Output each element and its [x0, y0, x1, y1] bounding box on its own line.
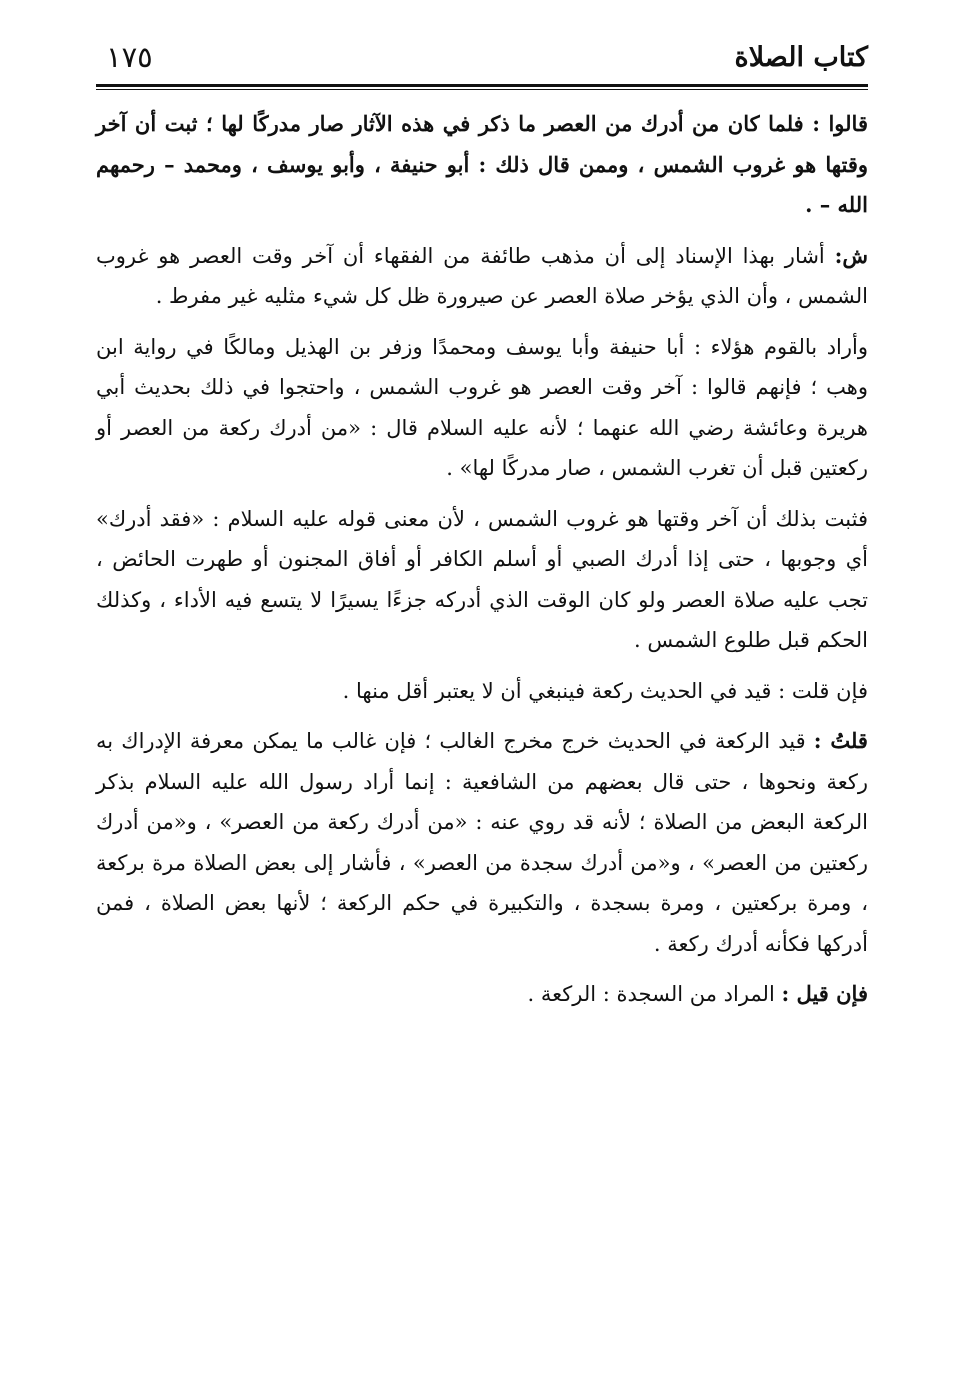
paragraph-lead: ش: [834, 242, 868, 268]
paragraph-answer [96, 721, 868, 964]
body-text [96, 104, 868, 1015]
paragraph-text: فإن قلت : قيد في الحديث ركعة فينبغي أن لا يعتبر أقل منها . [342, 678, 868, 703]
paragraph [96, 499, 868, 661]
paragraph-objection [96, 974, 868, 1015]
header-rule-thin [96, 89, 868, 90]
paragraph-lead: قلتُ : [813, 728, 868, 753]
running-header [96, 38, 868, 84]
paragraph-text: أشار بهذا الإسناد إلى أن مذهب طائفة من الفقهاء أن آخر وقت العصر هو غروب الشمس ، وأن الذي يؤخر صلاة العصر عن صيرورة ظل كل شيء مثليه غير مفرط . [96, 243, 868, 308]
book-title: كتاب الصلاة [734, 42, 868, 73]
paragraph-lead: فإن قيل : [781, 981, 868, 1006]
paragraph-commentary [96, 236, 868, 317]
paragraph [96, 671, 868, 712]
paragraph-text: وأراد بالقوم هؤلاء : أبا حنيفة وأبا يوسف ومحمدًا وزفر بن الهذيل ومالكًا في رواية ابن وهب ؛ فإنهم قالوا : آخر وقت العصر هو غروب الشمس ، واحتجوا في ذلك بحديث أبي هريرة وعائشة رضي الله عنهما ؛ لأنه عليه السلام قال : «من أدرك ركعة من العصر أو ركعتين قبل أن تغرب الشمس ، صار مدركًا لها» . [96, 334, 868, 480]
paragraph-text: قالوا : فلما كان من أدرك من العصر ما ذكر في هذه الآثار صار مدركًا لها ؛ ثبت أن آخر وقتها هو غروب الشمس ، وممن قال ذلك : أبو حنيفة ، وأبو يوسف ، ومحمد – رحمهم الله – . [96, 111, 868, 217]
header-rule [96, 84, 868, 87]
paragraph-text: قيد الركعة في الحديث خرج مخرج الغالب ؛ فإن غالب ما يمكن معرفة الإدراك به ركعة ونحوها ، حتى قال بعضهم من الشافعية : إنما أراد رسول الله عليه السلام بذكر الركعة البعض من الصلاة ؛ لأنه قد روي عنه : «من أدرك ركعة من العصر» ، و«من أدرك ركعتين من العصر» ، و«من أدرك سجدة من العصر» ، فأشار إلى بعض الصلاة مرة بركعة ، ومرة بركعتين ، ومرة بسجدة ، والتكبيرة في حكم الركعة ؛ لأنها بعض الصلاة ، فمن أدركها فكأنه أدرك ركعة . [96, 729, 868, 956]
paragraph [96, 327, 868, 489]
page-number: ١٧٥ [106, 40, 153, 74]
paragraph-text: فثبت بذلك أن آخر وقتها هو غروب الشمس ، لأن معنى قوله عليه السلام : «فقد أدرك» أي وجوبها ، حتى إذا أدرك الصبي أو أسلم الكافر أو أفاق المجنون أو طهرت الحائض ، تجب عليه صلاة العصر ولو كان الوقت الذي أدركه جزءًا يسيرًا لا يتسع فيه الأداء ، وكذلك الحكم قبل طلوع الشمس . [96, 506, 868, 652]
paragraph-quoted-text [96, 104, 868, 226]
paragraph-text: المراد من السجدة : الركعة . [527, 982, 775, 1006]
book-page [96, 38, 868, 1358]
